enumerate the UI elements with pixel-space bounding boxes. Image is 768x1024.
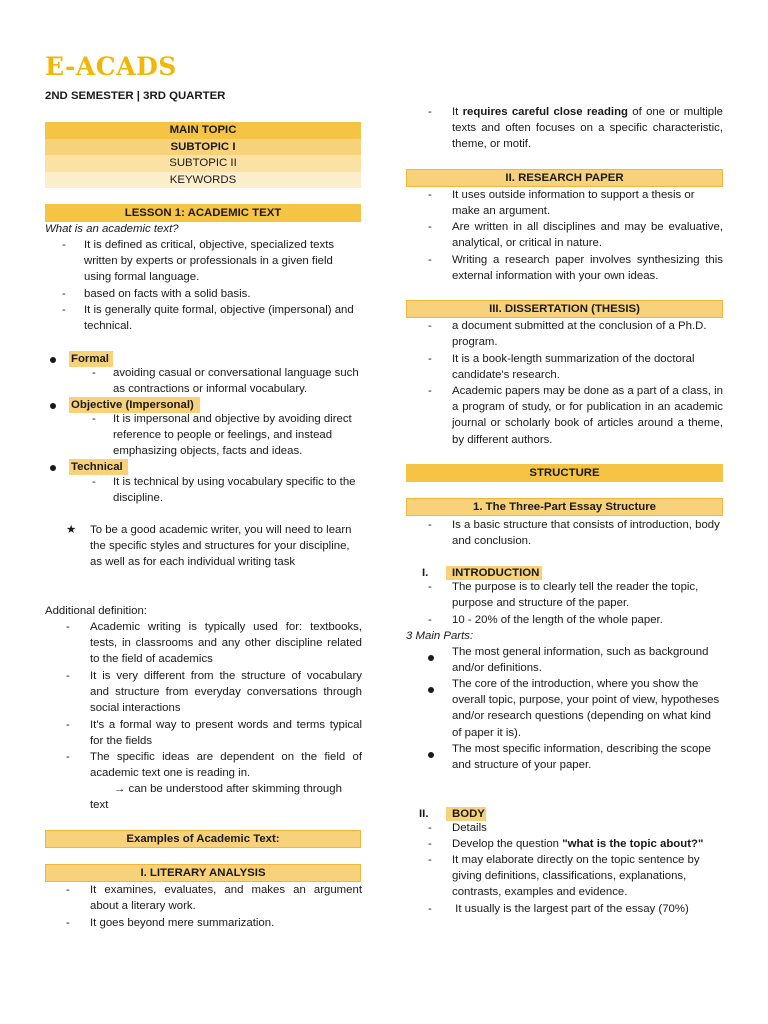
- list-item: - Writing a research paper involves synthesizing this external information with your own ideas.: [428, 254, 723, 283]
- list-item: - It is a book-length summarization of the doctoral candidate's research.: [428, 353, 695, 382]
- list-item: - It is impersonal and objective by avoiding direct reference to people or feelings, and instead emphasizing objects, facts and ideas.: [92, 413, 352, 458]
- list-item: - It requires careful close reading of one or multiple texts and often focuses on a specific characteristic, theme, or motif.: [428, 106, 723, 151]
- list-item: - Academic papers may be done as a part of a class, in a program of study, or for publication in an academic journal or scholarly book of articles around a theme, by different authors.: [428, 385, 723, 446]
- list-item: - Academic writing is typically used for: textbooks, tests, in classrooms and any other discipline related to the field of academics: [66, 621, 362, 666]
- list-item: - avoiding casual or conversational language such as contractions or informal vocabulary.: [92, 367, 359, 396]
- star-icon: ★: [66, 524, 77, 536]
- list-item: - The purpose is to clearly tell the reader the topic, purpose and structure of the paper.: [428, 581, 699, 610]
- star-note: ★ To be a good academic writer, you will need to learn the specific styles and structures for your discipline, as well as for each individual writing task: [66, 524, 352, 569]
- list-item: - The specific ideas are dependent on the field of academic text one is reading in.: [66, 751, 362, 780]
- list-item: The most general information, such as background and/or definitions.: [428, 644, 723, 676]
- brand-title: E-ACADS: [45, 52, 177, 81]
- dissertation-title: III. DISSERTATION (THESIS): [406, 300, 723, 318]
- list-item: - It uses outside information to support a thesis or make an argument.: [428, 189, 695, 218]
- arrow-note: → can be understood after skimming through text: [90, 783, 342, 812]
- list-item: - Details: [428, 822, 487, 834]
- legend-keywords: KEYWORDS: [45, 172, 361, 189]
- keyword-technical: Technical: [69, 459, 128, 475]
- bullet-icon: [50, 465, 56, 471]
- main-parts-label: 3 Main Parts:: [406, 630, 474, 642]
- bullet-icon: [50, 403, 56, 409]
- literary-analysis-title: I. LITERARY ANALYSIS: [45, 864, 361, 882]
- list-item: - It is technical by using vocabulary specific to the discipline.: [92, 476, 356, 505]
- list-item: - Are written in all disciplines and may be evaluative, analytical, or critical in nature.: [428, 221, 723, 250]
- list-item: - 10 - 20% of the length of the whole paper.: [428, 614, 663, 626]
- legend-main-topic: MAIN TOPIC: [45, 122, 361, 139]
- list-item: - based on facts with a solid basis.: [62, 288, 251, 300]
- research-paper-title: II. RESEARCH PAPER: [406, 169, 723, 187]
- body-label: BODY: [452, 808, 485, 820]
- list-item: The core of the introduction, where you show the overall topic, purpose, your point of view, hypotheses and/or research questions (depending on what kind of paper it is).: [428, 676, 723, 740]
- list-item: The most specific information, describing the scope and structure of your paper.: [428, 741, 723, 773]
- legend-subtopic-1: SUBTOPIC I: [45, 139, 361, 156]
- list-item: - It is generally quite formal, objective (impersonal) and technical.: [62, 304, 354, 333]
- list-item: - It is very different from the structure of vocabulary and structure from everyday conversations through social interactions: [66, 670, 362, 715]
- semester-label: 2ND SEMESTER | 3RD QUARTER: [45, 90, 226, 102]
- list-item: - It may elaborate directly on the topic sentence by giving definitions, classifications, explanations, contrasts, examples and evidence.: [428, 854, 700, 899]
- legend-subtopic-2: SUBTOPIC II: [45, 155, 361, 172]
- additional-label: Additional definition:: [45, 605, 147, 617]
- list-item: - It is defined as critical, objective, specialized texts written by experts or professionals in a given field using formal language.: [62, 239, 335, 284]
- examples-title: Examples of Academic Text:: [45, 830, 361, 848]
- list-item: - It's a formal way to present words and terms typical for the fields: [66, 719, 362, 748]
- list-item: - It examines, evaluates, and makes an argument about a literary work.: [66, 884, 362, 913]
- list-item: - Develop the question "what is the topic about?": [428, 838, 704, 850]
- keyword-formal: Formal: [69, 351, 113, 367]
- list-item: - a document submitted at the conclusion of a Ph.D. program.: [428, 320, 707, 349]
- lesson-title: LESSON 1: ACADEMIC TEXT: [45, 204, 361, 222]
- color-legend: [45, 122, 361, 188]
- keyword-objective: Objective (Impersonal): [69, 397, 200, 413]
- structure-title: STRUCTURE: [406, 464, 723, 482]
- three-part-title: 1. The Three-Part Essay Structure: [406, 498, 723, 516]
- bullet-icon: [50, 357, 56, 363]
- intro-numeral: I.: [422, 567, 429, 579]
- list-item: - It goes beyond mere summarization.: [66, 917, 275, 929]
- list-item: - Is a basic structure that consists of introduction, body and conclusion.: [428, 519, 720, 548]
- question-heading: What is an academic text?: [45, 223, 179, 235]
- list-item: - It usually is the largest part of the essay (70%): [428, 903, 689, 915]
- intro-label: INTRODUCTION: [452, 567, 540, 579]
- body-numeral: II.: [419, 808, 429, 820]
